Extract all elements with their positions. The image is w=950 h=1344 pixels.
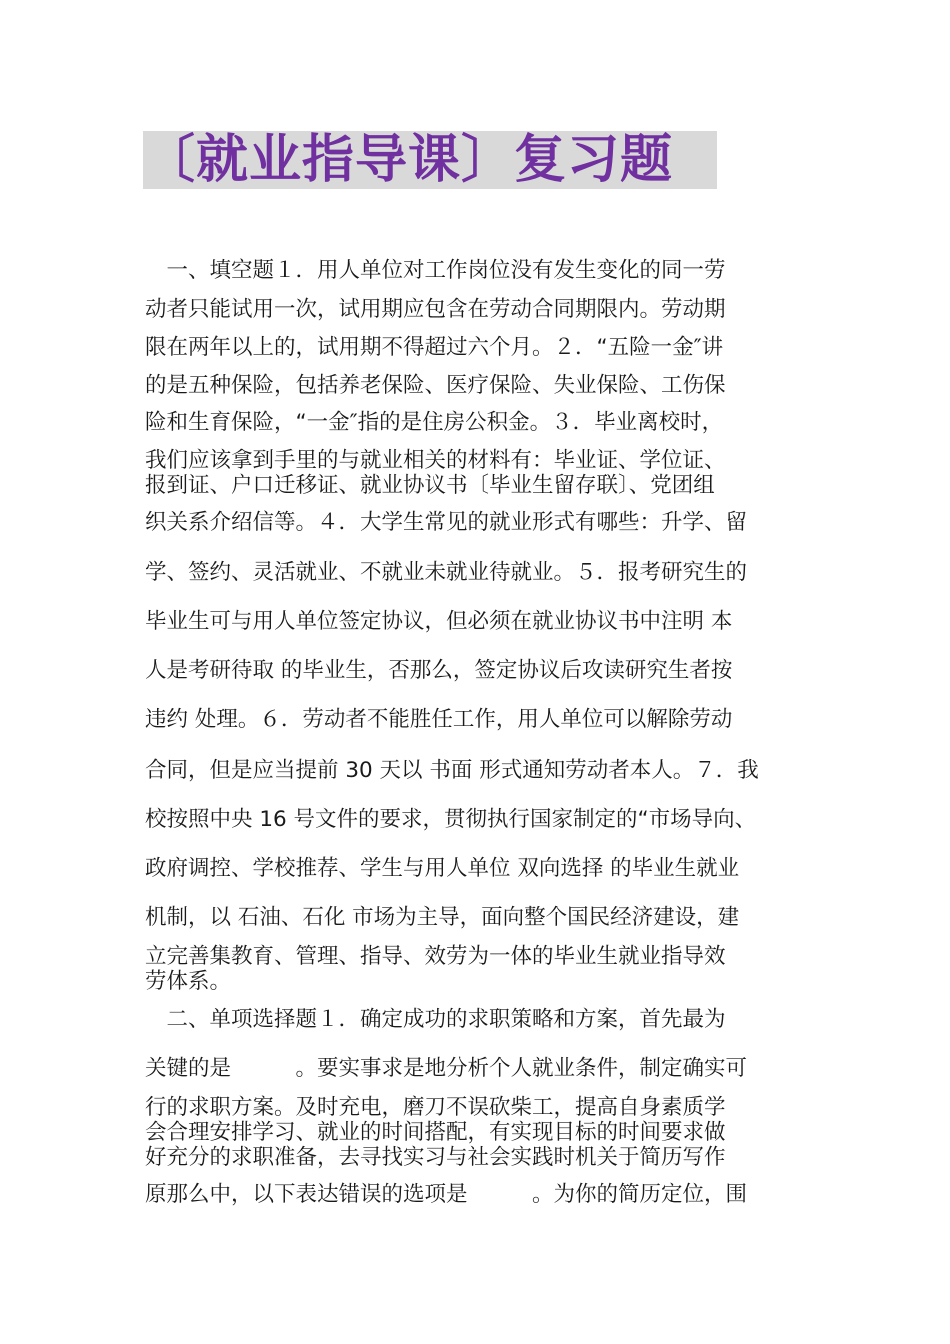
- body-line: 行的求职方案。及时充电，磨刀不误砍柴工，提高自身素质学: [145, 1095, 726, 1120]
- body-line: 原那么中，以下表达错误的选项是 。为你的简历定位，围: [145, 1182, 748, 1207]
- body-line: 立完善集教育、管理、指导、效劳为一体的毕业生就业指导效: [145, 944, 726, 969]
- body-line: 合同，但是应当提前 30 天以 书面 形式通知劳动者本人。７．我: [145, 758, 759, 783]
- body-line: 二、单项选择题１．确定成功的求职策略和方案，首先最为: [145, 1007, 726, 1032]
- body-line: 劳体系。: [145, 969, 232, 994]
- body-line: 限在两年以上的，试用期不得超过六个月。２．“五险一金″讲: [145, 335, 724, 360]
- body-line: 我们应该拿到手里的与就业相关的材料有：毕业证、学位证、: [145, 448, 726, 473]
- body-line: 关键的是 。要实事求是地分析个人就业条件，制定确实可: [145, 1056, 748, 1081]
- body-line: 织关系介绍信等。４．大学生常见的就业形式有哪些：升学、留: [145, 510, 748, 535]
- body-line: 毕业生可与用人单位签定协议，但必须在就业协议书中注明 本: [145, 609, 733, 634]
- body-line: 机制，以 石油、石化 市场为主导，面向整个国民经济建设，建: [145, 905, 740, 930]
- body-line: 险和生育保险，“一金″指的是住房公积金。３．毕业离校时，: [145, 410, 724, 435]
- body-line: 一、填空题１．用人单位对工作岗位没有发生变化的同一劳: [145, 258, 726, 283]
- document-title: 〔就业指导课〕复习题: [143, 131, 717, 189]
- body-line: 的是五种保险，包括养老保险、医疗保险、失业保险、工伤保: [145, 373, 726, 398]
- body-line: 报到证、户口迁移证、就业协议书〔毕业生留存联〕、党团组: [145, 473, 715, 498]
- body-line: 人是考研待取 的毕业生，否那么，签定协议后攻读研究生者按: [145, 658, 733, 683]
- body-line: 政府调控、学校推荐、学生与用人单位 双向选择 的毕业生就业: [145, 856, 740, 881]
- body-line: 好充分的求职准备，去寻找实习与社会实践时机关于简历写作: [145, 1145, 726, 1170]
- body-line: 校按照中央 16 号文件的要求，贯彻执行国家制定的“市场导向、: [145, 807, 757, 832]
- body-line: 动者只能试用一次，试用期应包含在劳动合同期限内。劳动期: [145, 297, 726, 322]
- body-line: 违约 处理。６．劳动者不能胜任工作，用人单位可以解除劳动: [145, 707, 733, 732]
- body-line: 学、签约、灵活就业、不就业未就业待就业。５．报考研究生的: [145, 560, 748, 585]
- body-line: 会合理安排学习、就业的时间搭配，有实现目标的时间要求做: [145, 1120, 726, 1145]
